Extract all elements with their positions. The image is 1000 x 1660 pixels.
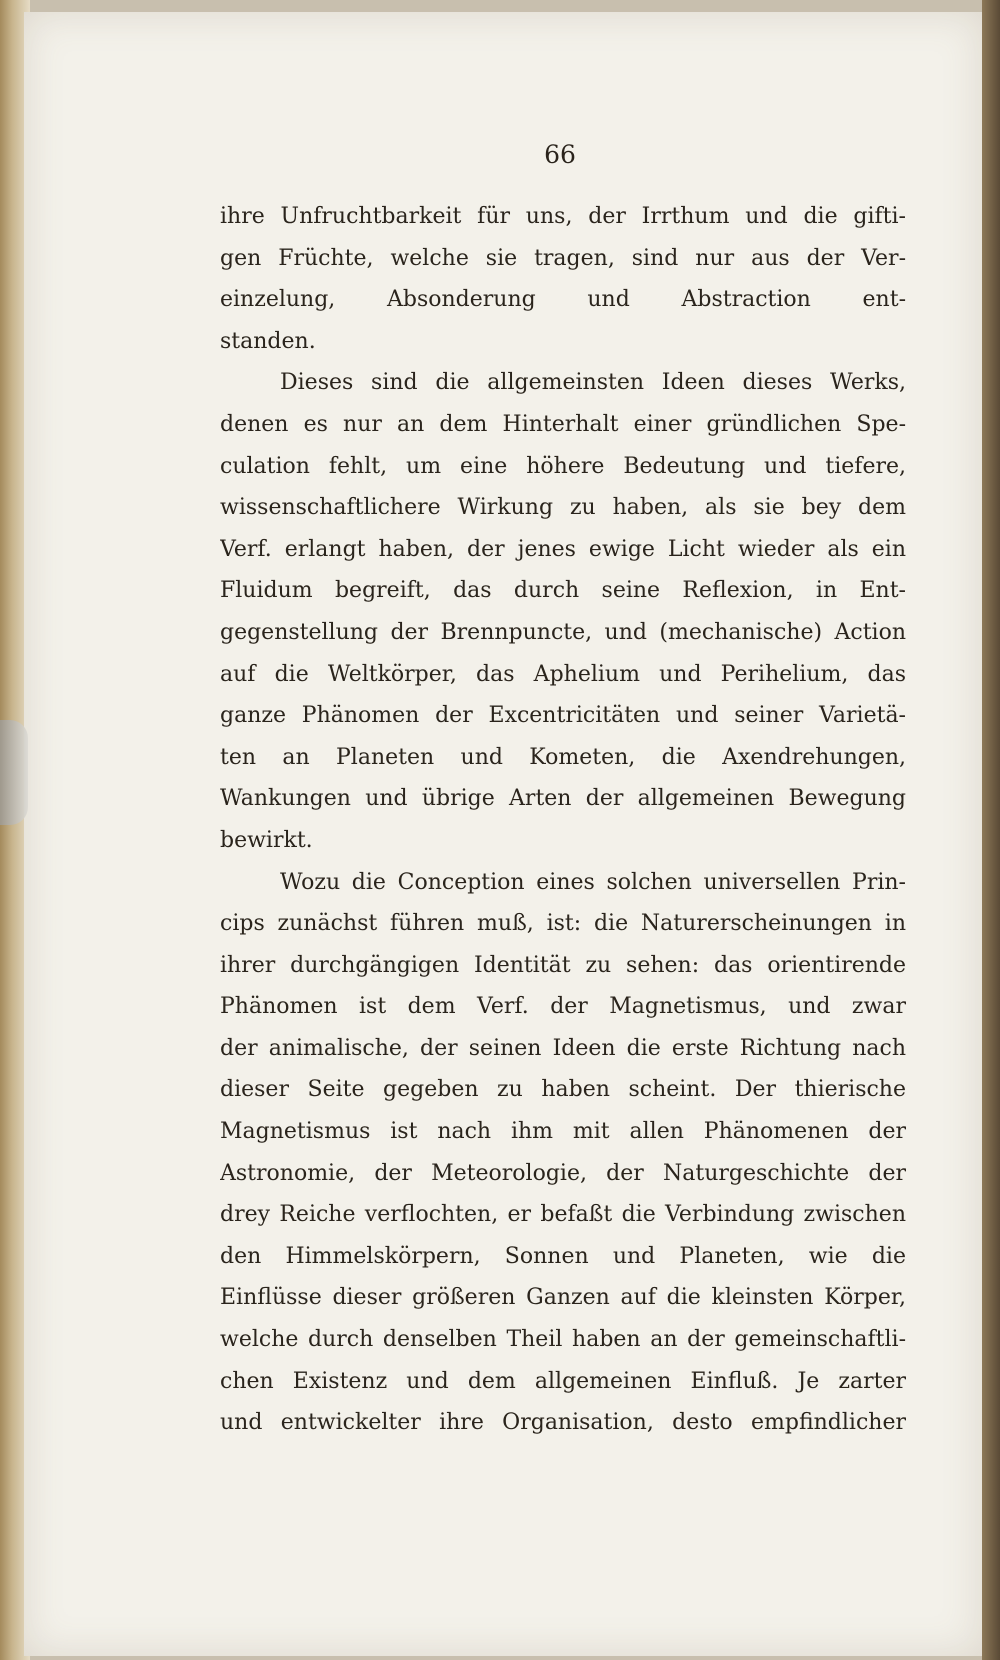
text-line: Phänomen ist dem Verf. der Magnetismus, und zwar: [220, 994, 906, 1020]
text-line: bewirkt.: [220, 827, 313, 853]
body-text: [220, 196, 906, 1444]
text-line: ten an Planeten und Kometen, die Axendrehungen,: [220, 744, 906, 770]
text-line: den Himmelskörpern, Sonnen und Planeten, wie die: [220, 1243, 906, 1269]
text-line: Wankungen und übrige Arten der allgemeinen Bewegung: [220, 786, 906, 812]
text-line: Verf. erlangt haben, der jenes ewige Licht wieder als ein: [220, 536, 906, 562]
page-tab: [0, 720, 28, 825]
text-line: und entwickelter ihre Organisation, desto empfindlicher: [220, 1410, 906, 1436]
text-line: ihrer durchgängigen Identität zu sehen: das orientirende: [220, 952, 906, 978]
text-line: Magnetismus ist nach ihm mit allen Phänomenen der: [220, 1119, 906, 1145]
text-line: Wozu die Conception eines solchen universellen Prin-: [280, 869, 906, 895]
text-line: ganze Phänomen der Excentricitäten und seiner Varietä-: [220, 703, 906, 729]
text-line: gegenstellung der Brennpuncte, und (mechanische) Action: [220, 619, 906, 645]
text-line: Einflüsse dieser größeren Ganzen auf die kleinsten Körper,: [220, 1285, 906, 1311]
text-line: chen Existenz und dem allgemeinen Einfluß. Je zarter: [220, 1368, 906, 1394]
text-line: cips zunächst führen muß, ist: die Naturerscheinungen in: [220, 911, 906, 937]
text-line: gen Früchte, welche sie tragen, sind nur aus der Ver-: [220, 245, 906, 271]
page-number: 66: [544, 140, 576, 169]
book-cover-edge: [982, 0, 1000, 1660]
text-line: auf die Weltkörper, das Aphelium und Perihelium, das: [220, 661, 906, 687]
text-line: Fluidum begreift, das durch seine Reflexion, in Ent-: [220, 578, 906, 604]
text-line: culation fehlt, um eine höhere Bedeutung und tiefere,: [220, 453, 906, 479]
text-line: der animalische, der seinen Ideen die erste Richtung nach: [220, 1035, 906, 1061]
text-line: Dieses sind die allgemeinsten Ideen dieses Werks,: [280, 370, 906, 396]
text-line: ihre Unfruchtbarkeit für uns, der Irrthum und die gifti-: [220, 204, 906, 229]
text-line: einzelung, Absonderung und Abstraction ent-: [220, 287, 906, 313]
text-line: Astronomie, der Meteorologie, der Naturgeschichte der: [220, 1160, 906, 1186]
text-line: dieser Seite gegeben zu haben scheint. Der thierische: [220, 1077, 906, 1103]
text-line: standen.: [220, 328, 316, 354]
text-line: denen es nur an dem Hinterhalt einer gründlichen Spe-: [220, 411, 906, 437]
text-line: welche durch denselben Theil haben an der gemeinschaftli-: [220, 1327, 906, 1353]
text-line: wissenschaftlichere Wirkung zu haben, als sie bey dem: [220, 495, 906, 521]
text-line: drey Reiche verflochten, er befaßt die Verbindung zwischen: [220, 1202, 906, 1228]
